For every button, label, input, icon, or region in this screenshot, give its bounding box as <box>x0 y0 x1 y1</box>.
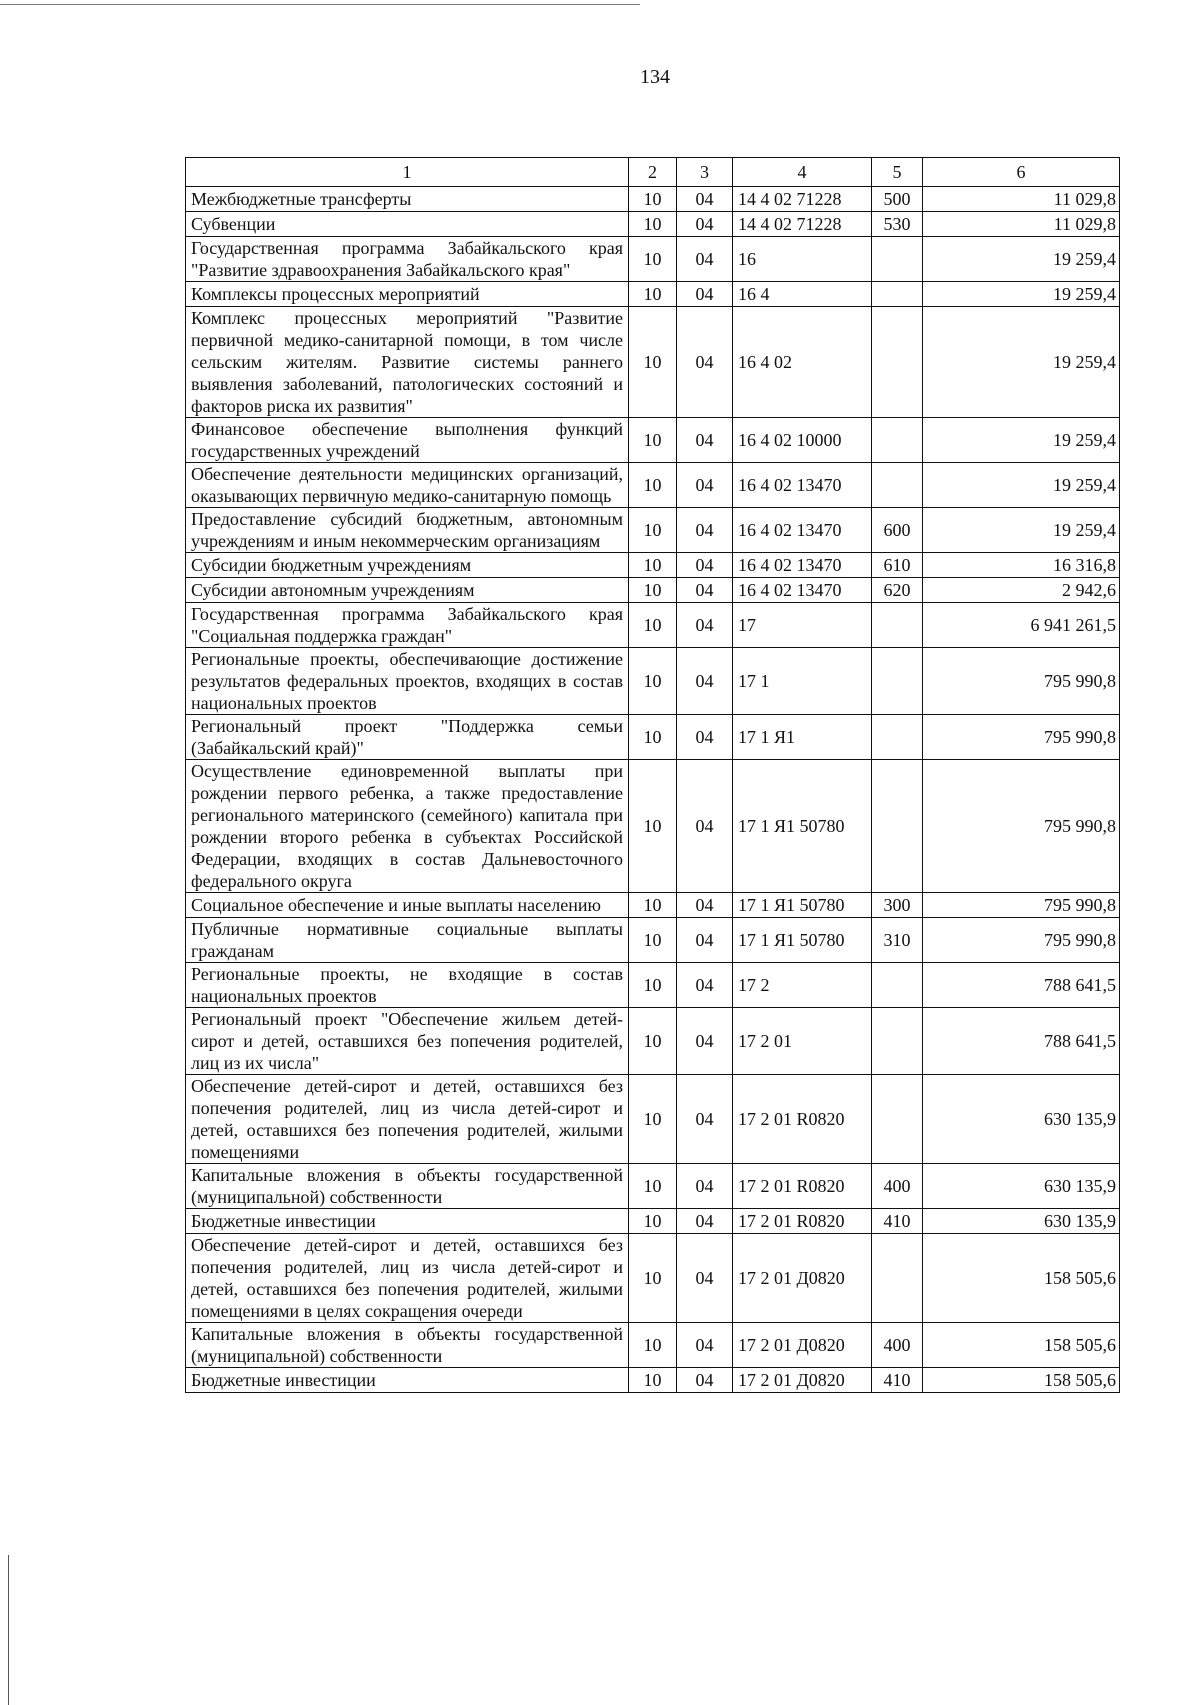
row-target-article-cell: 17 2 01 <box>733 1008 872 1075</box>
row-amount-cell: 19 259,4 <box>923 418 1120 463</box>
row-target-article-cell: 16 <box>733 237 872 282</box>
row-subsection-cell: 04 <box>677 603 733 648</box>
row-amount-cell: 19 259,4 <box>923 307 1120 418</box>
row-section-cell: 10 <box>629 187 677 212</box>
row-amount-cell: 788 641,5 <box>923 1008 1120 1075</box>
page-number: 134 <box>640 66 670 88</box>
row-name-cell: Субсидии автономным учреждениям <box>186 578 629 603</box>
row-subsection-cell: 04 <box>677 648 733 715</box>
row-name-cell: Бюджетные инвестиции <box>186 1368 629 1393</box>
row-target-article-cell: 16 4 02 13470 <box>733 508 872 553</box>
table-row <box>186 918 1120 963</box>
row-subsection-cell: 04 <box>677 553 733 578</box>
row-amount-cell: 158 505,6 <box>923 1234 1120 1323</box>
row-name-cell: Комплексы процессных мероприятий <box>186 282 629 307</box>
table-row <box>186 1075 1120 1164</box>
table-row <box>186 603 1120 648</box>
row-name-cell: Социальное обеспечение и иные выплаты населению <box>186 893 629 918</box>
row-subsection-cell: 04 <box>677 760 733 893</box>
row-subsection-cell: 04 <box>677 307 733 418</box>
row-expense-type-cell <box>872 282 923 307</box>
row-amount-cell: 795 990,8 <box>923 760 1120 893</box>
row-name-cell: Капитальные вложения в объекты государственной (муниципальной) собственности <box>186 1164 629 1209</box>
row-target-article-cell: 17 2 01 R0820 <box>733 1209 872 1234</box>
row-subsection-cell: 04 <box>677 418 733 463</box>
row-amount-cell: 795 990,8 <box>923 893 1120 918</box>
row-subsection-cell: 04 <box>677 237 733 282</box>
row-expense-type-cell: 600 <box>872 508 923 553</box>
row-amount-cell: 11 029,8 <box>923 212 1120 237</box>
row-amount-cell: 16 316,8 <box>923 553 1120 578</box>
row-amount-cell: 630 135,9 <box>923 1209 1120 1234</box>
row-name-cell: Капитальные вложения в объекты государственной (муниципальной) собственности <box>186 1323 629 1368</box>
header-cell-6: 6 <box>923 158 1120 187</box>
row-amount-cell: 158 505,6 <box>923 1323 1120 1368</box>
row-target-article-cell: 16 4 02 <box>733 307 872 418</box>
table-row <box>186 1008 1120 1075</box>
row-name-cell: Государственная программа Забайкальского края "Социальная поддержка граждан" <box>186 603 629 648</box>
row-subsection-cell: 04 <box>677 463 733 508</box>
row-expense-type-cell: 400 <box>872 1323 923 1368</box>
row-expense-type-cell <box>872 1234 923 1323</box>
row-target-article-cell: 16 4 02 10000 <box>733 418 872 463</box>
row-subsection-cell: 04 <box>677 578 733 603</box>
row-name-cell: Обеспечение детей-сирот и детей, оставшихся без попечения родителей, лиц из числа детей-сирот и детей, оставшихся без попечения родителей, жилыми помещениями в целях сокращения очереди <box>186 1234 629 1323</box>
row-expense-type-cell: 410 <box>872 1209 923 1234</box>
row-amount-cell: 795 990,8 <box>923 918 1120 963</box>
row-section-cell: 10 <box>629 463 677 508</box>
row-section-cell: 10 <box>629 1008 677 1075</box>
row-section-cell: 10 <box>629 508 677 553</box>
row-amount-cell: 630 135,9 <box>923 1164 1120 1209</box>
row-amount-cell: 795 990,8 <box>923 715 1120 760</box>
row-expense-type-cell <box>872 648 923 715</box>
row-amount-cell: 19 259,4 <box>923 282 1120 307</box>
row-subsection-cell: 04 <box>677 963 733 1008</box>
table-row <box>186 1323 1120 1368</box>
row-section-cell: 10 <box>629 963 677 1008</box>
row-target-article-cell: 17 1 Я1 50780 <box>733 893 872 918</box>
row-section-cell: 10 <box>629 418 677 463</box>
row-amount-cell: 6 941 261,5 <box>923 603 1120 648</box>
row-target-article-cell: 17 2 01 R0820 <box>733 1075 872 1164</box>
row-name-cell: Осуществление единовременной выплаты при рождении первого ребенка, а также предоставление регионального материнского (семейного) капитала при рождении второго ребенка в субъектах Российской Федерации, входящих в состав Дальневосточного федерального округа <box>186 760 629 893</box>
row-name-cell: Субсидии бюджетным учреждениям <box>186 553 629 578</box>
row-name-cell: Региональный проект "Обеспечение жильем детей-сирот и детей, оставшихся без попечения родителей, лиц из их числа" <box>186 1008 629 1075</box>
row-expense-type-cell: 610 <box>872 553 923 578</box>
table-row <box>186 1368 1120 1393</box>
row-name-cell: Комплекс процессных мероприятий "Развитие первичной медико-санитарной помощи, в том числе сельским жителям. Развитие системы раннего выявления заболеваний, патологических состояний и факторов риска их развития" <box>186 307 629 418</box>
row-subsection-cell: 04 <box>677 282 733 307</box>
row-expense-type-cell <box>872 963 923 1008</box>
row-expense-type-cell: 500 <box>872 187 923 212</box>
table-row <box>186 715 1120 760</box>
row-target-article-cell: 17 1 Я1 50780 <box>733 760 872 893</box>
row-name-cell: Межбюджетные трансферты <box>186 187 629 212</box>
row-name-cell: Публичные нормативные социальные выплаты гражданам <box>186 918 629 963</box>
table-row <box>186 963 1120 1008</box>
row-section-cell: 10 <box>629 237 677 282</box>
row-expense-type-cell <box>872 1075 923 1164</box>
row-expense-type-cell <box>872 237 923 282</box>
row-expense-type-cell: 310 <box>872 918 923 963</box>
row-amount-cell: 795 990,8 <box>923 648 1120 715</box>
row-expense-type-cell <box>872 1008 923 1075</box>
row-section-cell: 10 <box>629 648 677 715</box>
row-section-cell: 10 <box>629 578 677 603</box>
row-subsection-cell: 04 <box>677 187 733 212</box>
row-section-cell: 10 <box>629 553 677 578</box>
row-amount-cell: 630 135,9 <box>923 1075 1120 1164</box>
table-row <box>186 418 1120 463</box>
row-subsection-cell: 04 <box>677 212 733 237</box>
row-target-article-cell: 17 1 <box>733 648 872 715</box>
row-expense-type-cell <box>872 715 923 760</box>
table-header-row <box>186 158 1120 187</box>
row-expense-type-cell <box>872 307 923 418</box>
header-cell-4: 4 <box>733 158 872 187</box>
row-expense-type-cell: 530 <box>872 212 923 237</box>
table-row <box>186 553 1120 578</box>
row-expense-type-cell <box>872 603 923 648</box>
row-section-cell: 10 <box>629 212 677 237</box>
row-subsection-cell: 04 <box>677 1008 733 1075</box>
row-section-cell: 10 <box>629 307 677 418</box>
row-target-article-cell: 16 4 02 13470 <box>733 578 872 603</box>
budget-table <box>185 157 1120 1393</box>
table-row <box>186 1234 1120 1323</box>
row-target-article-cell: 17 2 01 Д0820 <box>733 1234 872 1323</box>
row-section-cell: 10 <box>629 918 677 963</box>
row-name-cell: Обеспечение деятельности медицинских организаций, оказывающих первичную медико-санитарную помощь <box>186 463 629 508</box>
row-subsection-cell: 04 <box>677 1209 733 1234</box>
row-expense-type-cell: 410 <box>872 1368 923 1393</box>
row-target-article-cell: 17 2 01 Д0820 <box>733 1323 872 1368</box>
table-row <box>186 187 1120 212</box>
header-cell-5: 5 <box>872 158 923 187</box>
header-cell-2: 2 <box>629 158 677 187</box>
row-name-cell: Обеспечение детей-сирот и детей, оставшихся без попечения родителей, лиц из числа детей-сирот и детей, оставшихся без попечения родителей, жилыми помещениями <box>186 1075 629 1164</box>
row-name-cell: Субвенции <box>186 212 629 237</box>
row-target-article-cell: 14 4 02 71228 <box>733 212 872 237</box>
row-name-cell: Государственная программа Забайкальского края "Развитие здравоохранения Забайкальского края" <box>186 237 629 282</box>
table-row <box>186 1164 1120 1209</box>
row-target-article-cell: 17 1 Я1 <box>733 715 872 760</box>
row-subsection-cell: 04 <box>677 1368 733 1393</box>
table-row <box>186 508 1120 553</box>
table-row <box>186 282 1120 307</box>
row-expense-type-cell: 400 <box>872 1164 923 1209</box>
row-target-article-cell: 16 4 02 13470 <box>733 463 872 508</box>
row-target-article-cell: 17 <box>733 603 872 648</box>
row-amount-cell: 158 505,6 <box>923 1368 1120 1393</box>
row-expense-type-cell: 300 <box>872 893 923 918</box>
row-expense-type-cell <box>872 463 923 508</box>
row-section-cell: 10 <box>629 715 677 760</box>
row-name-cell: Финансовое обеспечение выполнения функций государственных учреждений <box>186 418 629 463</box>
table-row <box>186 463 1120 508</box>
row-expense-type-cell: 620 <box>872 578 923 603</box>
table-row <box>186 578 1120 603</box>
row-name-cell: Предоставление субсидий бюджетным, автономным учреждениям и иным некоммерческим организациям <box>186 508 629 553</box>
row-amount-cell: 788 641,5 <box>923 963 1120 1008</box>
row-target-article-cell: 14 4 02 71228 <box>733 187 872 212</box>
row-amount-cell: 11 029,8 <box>923 187 1120 212</box>
header-cell-1: 1 <box>186 158 629 187</box>
row-expense-type-cell <box>872 418 923 463</box>
table-row <box>186 893 1120 918</box>
row-amount-cell: 2 942,6 <box>923 578 1120 603</box>
row-target-article-cell: 16 4 02 13470 <box>733 553 872 578</box>
row-subsection-cell: 04 <box>677 1323 733 1368</box>
row-subsection-cell: 04 <box>677 893 733 918</box>
scan-edge-line <box>0 4 640 5</box>
row-section-cell: 10 <box>629 1368 677 1393</box>
row-subsection-cell: 04 <box>677 715 733 760</box>
row-target-article-cell: 17 2 01 R0820 <box>733 1164 872 1209</box>
row-section-cell: 10 <box>629 1234 677 1323</box>
row-amount-cell: 19 259,4 <box>923 237 1120 282</box>
table-row <box>186 760 1120 893</box>
row-amount-cell: 19 259,4 <box>923 508 1120 553</box>
table-row <box>186 648 1120 715</box>
row-subsection-cell: 04 <box>677 508 733 553</box>
row-section-cell: 10 <box>629 1323 677 1368</box>
header-cell-3: 3 <box>677 158 733 187</box>
table-row <box>186 212 1120 237</box>
row-subsection-cell: 04 <box>677 918 733 963</box>
table-row <box>186 307 1120 418</box>
row-section-cell: 10 <box>629 603 677 648</box>
scan-edge-line-left <box>8 1555 9 1705</box>
row-name-cell: Региональные проекты, не входящие в состав национальных проектов <box>186 963 629 1008</box>
table-row <box>186 1209 1120 1234</box>
row-name-cell: Региональные проекты, обеспечивающие достижение результатов федеральных проектов, входящих в состав национальных проектов <box>186 648 629 715</box>
row-subsection-cell: 04 <box>677 1234 733 1323</box>
row-section-cell: 10 <box>629 1075 677 1164</box>
row-section-cell: 10 <box>629 893 677 918</box>
row-target-article-cell: 17 2 01 Д0820 <box>733 1368 872 1393</box>
row-name-cell: Бюджетные инвестиции <box>186 1209 629 1234</box>
row-section-cell: 10 <box>629 760 677 893</box>
row-section-cell: 10 <box>629 1209 677 1234</box>
row-subsection-cell: 04 <box>677 1075 733 1164</box>
row-name-cell: Региональный проект "Поддержка семьи (Забайкальский край)" <box>186 715 629 760</box>
row-target-article-cell: 16 4 <box>733 282 872 307</box>
row-amount-cell: 19 259,4 <box>923 463 1120 508</box>
table-row <box>186 237 1120 282</box>
row-expense-type-cell <box>872 760 923 893</box>
row-target-article-cell: 17 2 <box>733 963 872 1008</box>
row-target-article-cell: 17 1 Я1 50780 <box>733 918 872 963</box>
row-subsection-cell: 04 <box>677 1164 733 1209</box>
row-section-cell: 10 <box>629 282 677 307</box>
row-section-cell: 10 <box>629 1164 677 1209</box>
